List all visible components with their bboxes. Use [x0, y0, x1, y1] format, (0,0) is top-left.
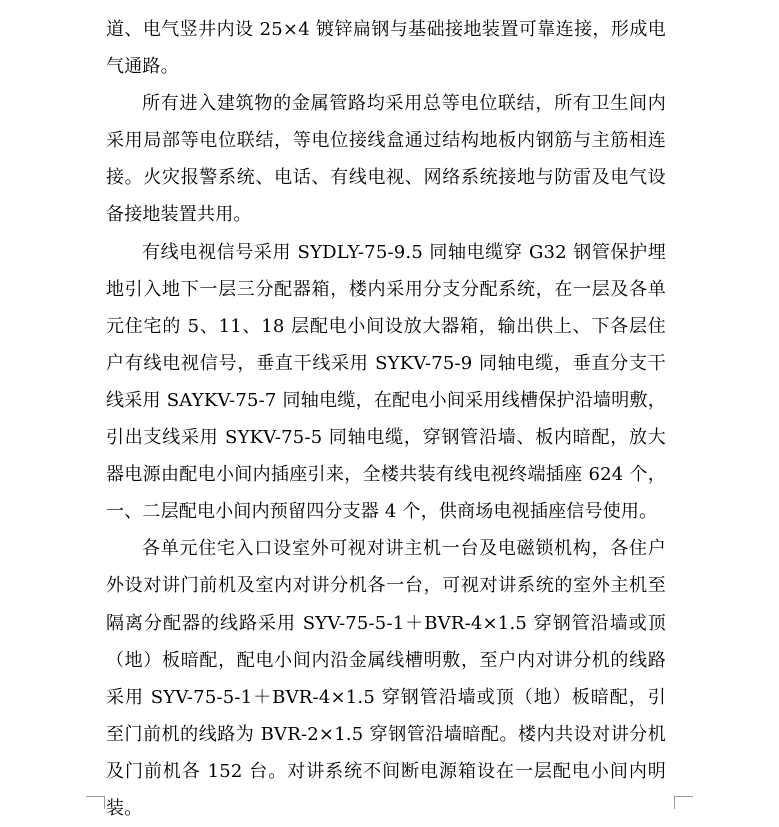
paragraph-cable-tv: 有线电视信号采用 SYDLY-75-9.5 同轴电缆穿 G32 钢管保护埋地引入地下一层三分配器箱，楼内采用分支分配系统，在一层及各单元住宅的 5、11、18 层配电小间设放大器箱，输出供上、下各层住户有线电视信号，垂直干线采用 SYKV-75-9 同轴电缆，垂直分支干线采用 SAYKV-75-7 同轴电缆，在配电小间采用线槽保护沿墙明敷，引出支线采用 SYKV-75-5 同轴电缆，穿钢管沿墙、板内暗配，放大器电源由配电小间内插座引来，全楼共装有线电视终端插座 624 个，一、二层配电小间内预留四分支器 4 个，供商场电视插座信号使用。 [106, 241, 666, 523]
paragraph-grounding-continuation: 道、电气竖井内设 25×4 镀锌扁钢与基础接地装置可靠连接，形成电气通路。 [106, 19, 666, 78]
page-corner-mark-left [86, 796, 105, 809]
paragraph-equipotential-bonding: 所有进入建筑物的金属管路均采用总等电位联结，所有卫生间内采用局部等电位联结，等电位接线盒通过结构地板内钢筋与主筋相连接。火灾报警系统、电话、有线电视、网络系统接地与防雷及电气设备接地装置共用。 [106, 93, 666, 226]
body-text [106, 11, 666, 827]
page-corner-mark-right [674, 796, 693, 809]
paragraph-video-intercom: 各单元住宅入口设室外可视对讲主机一台及电磁锁机构，各住户外设对讲门前机及室内对讲分机各一台，可视对讲系统的室外主机至隔离分配器的线路采用 SYV-75-5-1＋BVR-4×1.5 穿钢管沿墙或顶（地）板暗配，配电小间内沿金属线槽明敷，至户内对讲分机的线路采用 SYV-75-5-1＋BVR-4×1.5 穿钢管沿墙或顶（地）板暗配，引至门前机的线路为 BVR-2×1.5 穿钢管沿墙暗配。楼内共设对讲分机及门前机各 152 台。对讲系统不间断电源箱设在一层配电小间内明装。 [106, 538, 666, 819]
